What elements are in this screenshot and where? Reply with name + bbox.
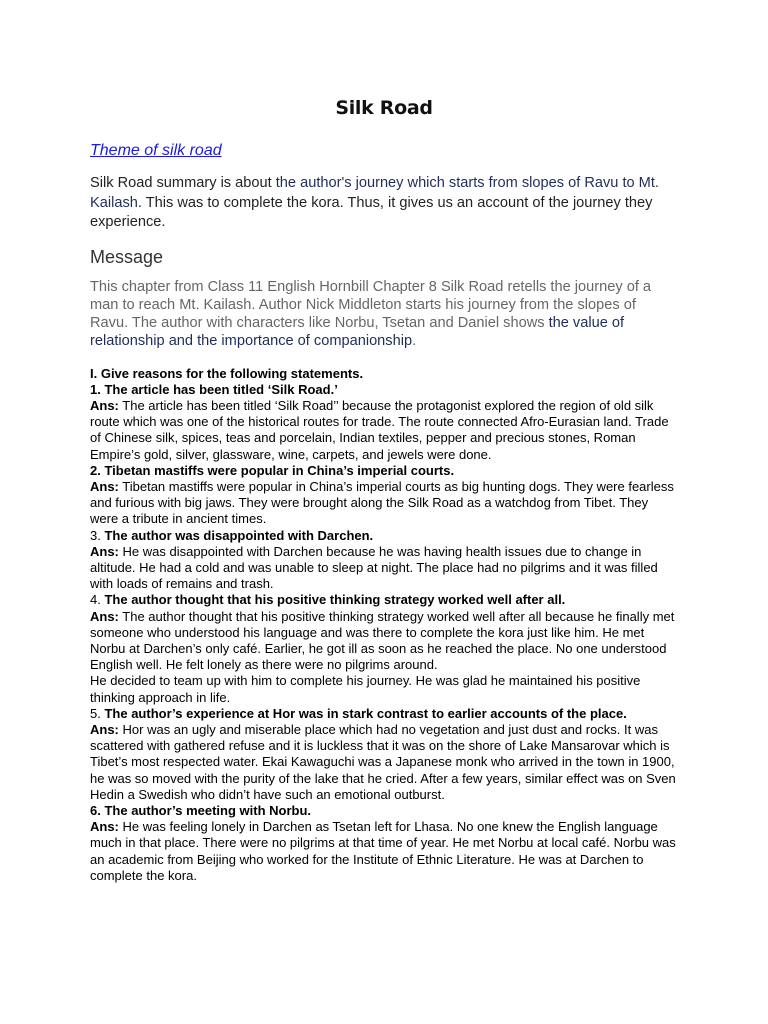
message-highlight: the value of relationship and the importance of companionship [90,314,625,349]
answer-6: Ans: He was feeling lonely in Darchen as Tsetan left for Lhasa. No one knew the English language much in that place. There were no pilgrims at that time of year. He met Norbu at local café. Norbu was an academic from Beijing who worked for the Institute of Ethnic Literature. He was at Darchen to complete the kora. [90,819,676,883]
answer-2: Ans: Tibetan mastiffs were popular in China’s imperial courts as big hunting dogs. They were fearless and furious with big jaws. They were brought along the Silk Road as a watchdog from Tibet. They were a tribute in ancient times. [90,478,674,527]
question-2: 2. Tibetan mastiffs were popular in China’s imperial courts. [90,462,455,478]
theme-link[interactable]: Theme of silk road [90,142,222,159]
message-text-2: . [412,332,417,349]
answer-5: Ans: Hor was an ugly and miserable place which had no vegetation and just dust and rocks. It was scattered with gathered refuse and it is luckless that it was on the shore of Lake Mansarovar which is Tibet’s most respected water. Ekai Kawaguchi was a Japanese monk who arrived in the town in 1900, he was so moved with the purity of the lake that he cried. After a few years, similar effect was on Sven Hedin a Swedish who didn’t have such an emotional outburst. [90,721,676,802]
summary-text-1: Silk Road summary is about [90,175,276,191]
answer-1: Ans: The article has been titled ‘Silk Road’’ because the protagonist explored the region of old silk route which was one of the historical routes for trade. The route connected Afro-Eurasian land. Trade of Chinese silk, spices, teas and porcelain, Indian textiles, pepper and precious stones, Roman Empire’s gold, silver, glassware, wine, carpets, and jewels were done. [90,397,669,462]
question-5: 5. The author’s experience at Hor was in stark contrast to earlier accounts of the place. [90,705,627,721]
question-1: 1. The article has been titled ‘Silk Road.’ [90,381,338,397]
message-paragraph [90,278,678,350]
qa-section [90,366,678,885]
question-4: 4. The author thought that his positive thinking strategy worked well after all. [90,592,566,608]
summary-highlight: the author's journey which starts from slopes of Ravu to Mt. Kailash [90,175,659,211]
message-heading: Message [90,246,164,267]
summary-paragraph [90,174,678,233]
answer-4: Ans: The author thought that his positive thinking strategy worked well after all because he finally met someone who understood his language and was there to complete the kora just like him. He met Norbu at Darchen’s only café. Earlier, he got ill as soon as he reached the place. No one understood English well. He felt lonely as there were no pilgrims around. [90,608,675,673]
section-heading: I. Give reasons for the following statements. [90,365,364,381]
page-title: Silk Road [335,97,433,119]
question-3: 3. The author was disappointed with Darchen. [90,527,374,543]
message-text-1: This chapter from Class 11 English Hornbill Chapter 8 Silk Road retells the journey of a man to reach Mt. Kailash. Author Nick Middleton starts his journey from the slopes of Ravu. The author with characters like Norbu, Tsetan and Daniel shows [90,278,652,331]
answer-4-extra: He decided to team up with him to complete his journey. He was glad he maintained his positive thinking approach in life. [90,673,641,705]
question-6: 6. The author’s meeting with Norbu. [90,802,312,818]
answer-3: Ans: He was disappointed with Darchen because he was having health issues due to change in altitude. He had a cold and was unable to sleep at night. The place had no pilgrims and it was filled with loads of remains and trash. [90,543,658,592]
summary-text-2: . This was to complete the kora. Thus, it gives us an account of the journey they experience. [90,194,653,230]
